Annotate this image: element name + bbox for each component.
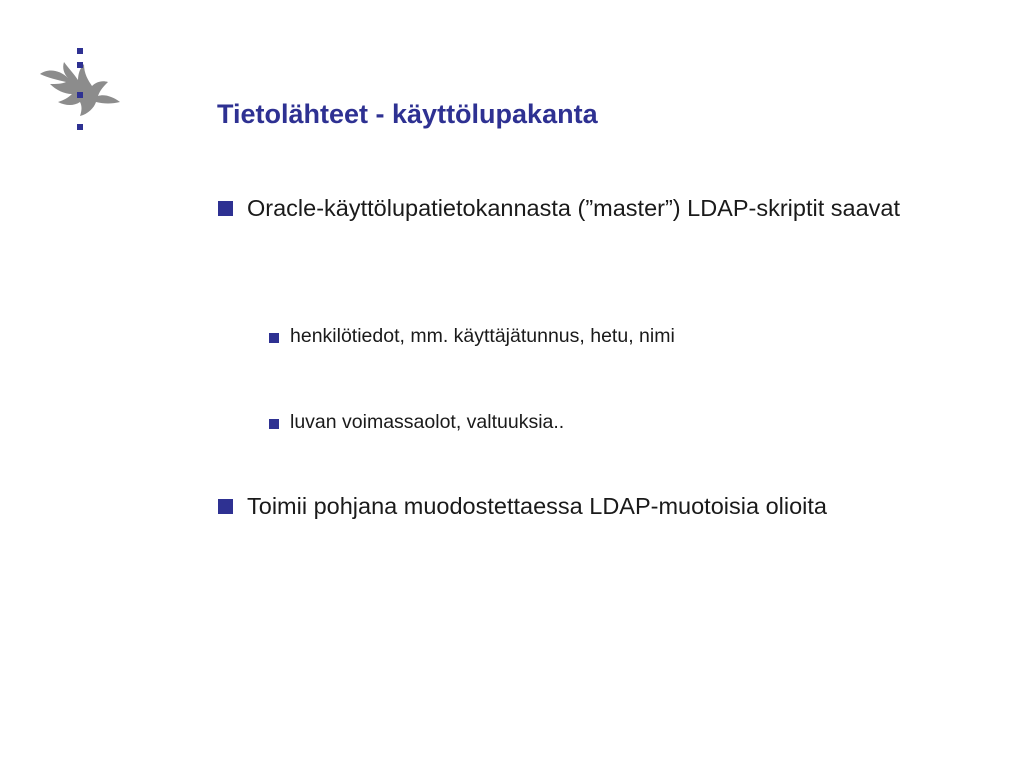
square-bullet-icon	[269, 333, 279, 343]
bullet-text: Toimii pohjana muodostettaessa LDAP-muotoisia olioita	[247, 493, 827, 519]
square-bullet-icon	[269, 419, 279, 429]
university-flame-logo-icon	[34, 44, 126, 136]
sub-bullet-text: luvan voimassaolot, valtuuksia..	[290, 411, 565, 433]
slide-title: Tietolähteet - käyttölupakanta	[217, 99, 598, 129]
sub-bullet-item	[269, 321, 969, 351]
bullet-item	[217, 186, 977, 230]
square-bullet-icon	[218, 201, 233, 216]
sub-bullet-text: henkilötiedot, mm. käyttäjätunnus, hetu, nimi	[290, 325, 675, 347]
bullet-text: Oracle-käyttölupatietokannasta (”master”) LDAP-skriptit saavat	[247, 195, 901, 221]
sub-bullet-item	[269, 407, 969, 437]
square-bullet-icon	[218, 499, 233, 514]
bullet-item	[217, 484, 977, 528]
